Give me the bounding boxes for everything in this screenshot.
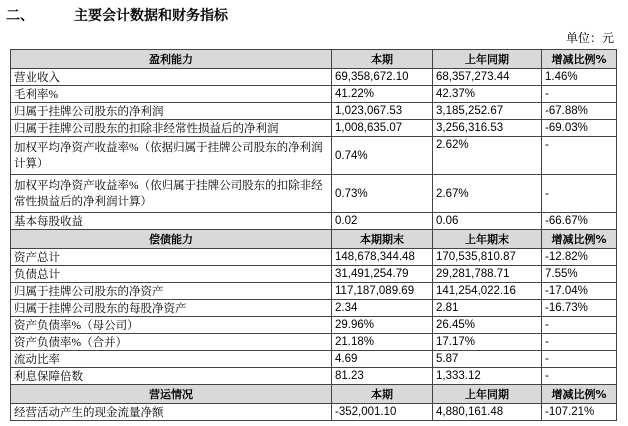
current-value: 41.22%	[332, 86, 433, 103]
section-heading	[6, 6, 228, 26]
prior-value: 2.62%	[433, 137, 542, 175]
row-label: 经营活动产生的现金流量净额	[11, 404, 332, 421]
table-row	[11, 283, 617, 300]
change-value: -	[542, 368, 617, 385]
unit-label: 单位：元	[565, 31, 614, 45]
prior-value: 42.37%	[433, 86, 542, 103]
prior-value: 68,357,273.44	[433, 69, 542, 86]
row-label: 归属于挂牌公司股东的净资产	[11, 283, 332, 300]
current-value: 1,023,067.53	[332, 103, 433, 120]
current-value: 21.18%	[332, 334, 433, 351]
row-label: 毛利率%	[11, 86, 332, 103]
prior-value: 0.06	[433, 213, 542, 230]
profit-header-prior: 上年同期	[433, 50, 542, 69]
current-value: 0.73%	[332, 175, 433, 213]
current-value: 69,358,672.10	[332, 69, 433, 86]
change-value: -67.88%	[542, 103, 617, 120]
operation-header-label: 营运情况	[11, 385, 332, 404]
prior-value: 29,281,788.71	[433, 266, 542, 283]
change-value: 1.46%	[542, 69, 617, 86]
row-label: 流动比率	[11, 351, 332, 368]
table-row	[11, 86, 617, 103]
table-row	[11, 137, 617, 175]
row-label: 基本每股收益	[11, 213, 332, 230]
solvency-header-prior: 上年期末	[433, 230, 542, 249]
change-value: 7.55%	[542, 266, 617, 283]
change-value: -	[542, 317, 617, 334]
prior-value: 5.87	[433, 351, 542, 368]
table-row	[11, 368, 617, 385]
change-value: -17.04%	[542, 283, 617, 300]
prior-value: 4,880,161.48	[433, 404, 542, 421]
row-label: 归属于挂牌公司股东的每股净资产	[11, 300, 332, 317]
row-label: 加权平均净资产收益率%（依归属于挂牌公司股东的扣除非经常性损益后的净利润计算）	[11, 175, 332, 213]
operation-header-prior: 上年同期	[433, 385, 542, 404]
section-title: 主要会计数据和财务指标	[74, 8, 228, 24]
current-value: 117,187,089.69	[332, 283, 433, 300]
current-value: 4.69	[332, 351, 433, 368]
section-number: 二、	[6, 8, 34, 24]
change-value: -69.03%	[542, 120, 617, 137]
prior-value: 2.67%	[433, 175, 542, 213]
change-value: -66.67%	[542, 213, 617, 230]
prior-value: 17.17%	[433, 334, 542, 351]
row-label: 归属于挂牌公司股东的扣除非经常性损益后的净利润	[11, 120, 332, 137]
change-value: -16.73%	[542, 300, 617, 317]
financial-table	[10, 49, 617, 421]
prior-value: 1,333.12	[433, 368, 542, 385]
profit-header-label: 盈利能力	[11, 50, 332, 69]
table-row	[11, 300, 617, 317]
table-row	[11, 317, 617, 334]
prior-value: 141,254,022.16	[433, 283, 542, 300]
current-value: 29.96%	[332, 317, 433, 334]
current-value: 2.34	[332, 300, 433, 317]
profit-header-change: 增减比例%	[542, 50, 617, 69]
current-value: 1,008,635.07	[332, 120, 433, 137]
row-label: 加权平均净资产收益率%（依据归属于挂牌公司股东的净利润计算）	[11, 137, 332, 175]
solvency-header-change: 增减比例%	[542, 230, 617, 249]
current-value: 31,491,254.79	[332, 266, 433, 283]
table-row	[11, 175, 617, 213]
current-value: -352,001.10	[332, 404, 433, 421]
solvency-header-label: 偿债能力	[11, 230, 332, 249]
table-row	[11, 69, 617, 86]
solvency-header-current: 本期期末	[332, 230, 433, 249]
current-value: 81.23	[332, 368, 433, 385]
row-label: 利息保障倍数	[11, 368, 332, 385]
change-value: -	[542, 351, 617, 368]
current-value: 0.74%	[332, 137, 433, 175]
row-label: 资产负债率%（母公司）	[11, 317, 332, 334]
table-row	[11, 404, 617, 421]
change-value: -	[542, 137, 617, 175]
operation-header-row	[11, 385, 617, 404]
table-row	[11, 120, 617, 137]
prior-value: 26.45%	[433, 317, 542, 334]
profit-header-row	[11, 50, 617, 69]
row-label: 归属于挂牌公司股东的净利润	[11, 103, 332, 120]
table-row	[11, 334, 617, 351]
change-value: -	[542, 175, 617, 213]
prior-value: 3,256,316.53	[433, 120, 542, 137]
change-value: -12.82%	[542, 249, 617, 266]
prior-value: 170,535,810.87	[433, 249, 542, 266]
current-value: 148,678,344.48	[332, 249, 433, 266]
row-label: 资产负债率%（合并）	[11, 334, 332, 351]
row-label: 负债总计	[11, 266, 332, 283]
change-value: -107.21%	[542, 404, 617, 421]
prior-value: 2.81	[433, 300, 542, 317]
table-row	[11, 103, 617, 120]
prior-value: 3,185,252.67	[433, 103, 542, 120]
solvency-header-row	[11, 230, 617, 249]
change-value: -	[542, 334, 617, 351]
row-label: 资产总计	[11, 249, 332, 266]
table-row	[11, 351, 617, 368]
table-row	[11, 213, 617, 230]
table-row	[11, 266, 617, 283]
table-row	[11, 249, 617, 266]
operation-header-current: 本期	[332, 385, 433, 404]
profit-header-current: 本期	[332, 50, 433, 69]
change-value: -	[542, 86, 617, 103]
row-label: 营业收入	[11, 69, 332, 86]
current-value: 0.02	[332, 213, 433, 230]
operation-header-change: 增减比例%	[542, 385, 617, 404]
